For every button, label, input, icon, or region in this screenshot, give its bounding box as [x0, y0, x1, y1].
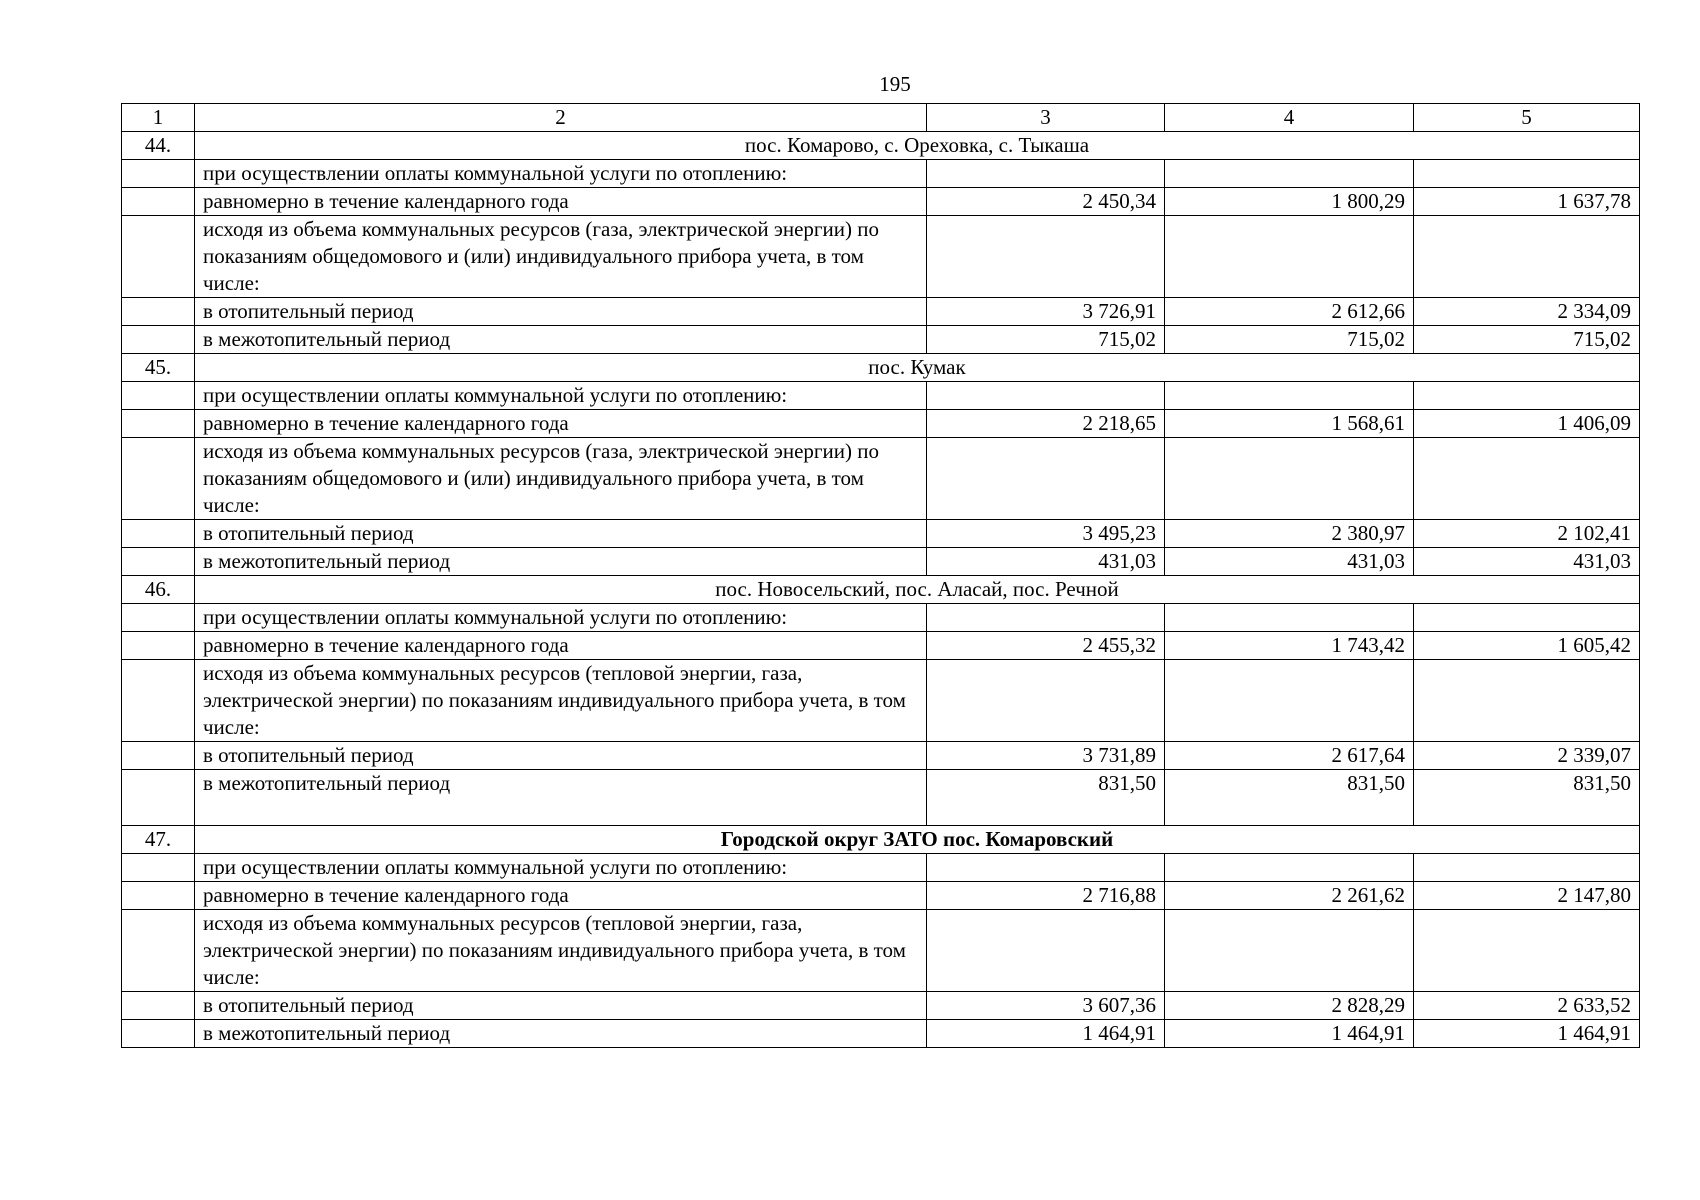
table-row — [122, 216, 1640, 298]
section-row — [122, 354, 1640, 382]
section-number: 46. — [122, 576, 195, 604]
page-number: 195 — [879, 72, 911, 96]
row-number-cell — [122, 160, 195, 188]
value-cell — [1165, 910, 1414, 992]
value-cell — [927, 382, 1165, 410]
table-row — [122, 882, 1640, 910]
section-number: 45. — [122, 354, 195, 382]
column-header: 1 — [122, 104, 195, 132]
section-title: Городской округ ЗАТО пос. Комаровский — [195, 826, 1640, 854]
row-label: в отопительный период — [195, 520, 927, 548]
row-label: при осуществлении оплаты коммунальной услуги по отоплению: — [195, 160, 927, 188]
row-number-cell — [122, 854, 195, 882]
row-label: исходя из объема коммунальных ресурсов (тепловой энергии, газа, электрической энергии) по показаниям индивидуального прибора учета, в том числе: — [195, 910, 927, 992]
table-row — [122, 520, 1640, 548]
row-label: в межотопительный период — [195, 326, 927, 354]
row-number-cell — [122, 742, 195, 770]
value-cell — [1165, 216, 1414, 298]
value-cell — [1165, 604, 1414, 632]
value-cell: 2 334,09 — [1414, 298, 1640, 326]
row-number-cell — [122, 298, 195, 326]
value-cell — [927, 910, 1165, 992]
table-row — [122, 548, 1640, 576]
row-number-cell — [122, 438, 195, 520]
row-number-cell — [122, 188, 195, 216]
value-cell: 1 743,42 — [1165, 632, 1414, 660]
row-label: исходя из объема коммунальных ресурсов (газа, электрической энергии) по показаниям общедомового и (или) индивидуального прибора учета, в том числе: — [195, 438, 927, 520]
row-number-cell — [122, 992, 195, 1020]
row-number-cell — [122, 910, 195, 992]
value-cell: 831,50 — [1414, 770, 1640, 826]
table-row — [122, 160, 1640, 188]
column-header: 4 — [1165, 104, 1414, 132]
table-row — [122, 382, 1640, 410]
value-cell: 715,02 — [1414, 326, 1640, 354]
value-cell: 1 464,91 — [1165, 1020, 1414, 1048]
value-cell: 1 637,78 — [1414, 188, 1640, 216]
value-cell: 715,02 — [1165, 326, 1414, 354]
table-row — [122, 438, 1640, 520]
value-cell: 715,02 — [927, 326, 1165, 354]
table-header-row — [122, 104, 1640, 132]
row-label: равномерно в течение календарного года — [195, 188, 927, 216]
table-row — [122, 188, 1640, 216]
section-row — [122, 132, 1640, 160]
row-number-cell — [122, 770, 195, 826]
value-cell: 2 633,52 — [1414, 992, 1640, 1020]
row-number-cell — [122, 604, 195, 632]
table-row — [122, 1020, 1640, 1048]
table-row — [122, 854, 1640, 882]
value-cell: 2 828,29 — [1165, 992, 1414, 1020]
value-cell — [1414, 854, 1640, 882]
value-cell: 2 716,88 — [927, 882, 1165, 910]
value-cell: 2 455,32 — [927, 632, 1165, 660]
row-number-cell — [122, 382, 195, 410]
value-cell: 2 380,97 — [1165, 520, 1414, 548]
table-row — [122, 604, 1640, 632]
value-cell — [927, 216, 1165, 298]
value-cell — [1414, 604, 1640, 632]
value-cell — [1414, 910, 1640, 992]
row-number-cell — [122, 660, 195, 742]
section-title: пос. Новосельский, пос. Аласай, пос. Речной — [195, 576, 1640, 604]
row-label: в межотопительный период — [195, 548, 927, 576]
row-label: в межотопительный период — [195, 770, 927, 826]
section-number: 44. — [122, 132, 195, 160]
value-cell — [927, 854, 1165, 882]
value-cell: 3 607,36 — [927, 992, 1165, 1020]
row-number-cell — [122, 520, 195, 548]
value-cell — [927, 604, 1165, 632]
value-cell: 431,03 — [1414, 548, 1640, 576]
row-label: равномерно в течение календарного года — [195, 632, 927, 660]
value-cell: 3 731,89 — [927, 742, 1165, 770]
value-cell — [1165, 660, 1414, 742]
column-header: 2 — [195, 104, 927, 132]
row-label: в отопительный период — [195, 742, 927, 770]
value-cell: 1 568,61 — [1165, 410, 1414, 438]
row-label: исходя из объема коммунальных ресурсов (тепловой энергии, газа, электрической энергии) по показаниям индивидуального прибора учета, в том числе: — [195, 660, 927, 742]
table-row — [122, 410, 1640, 438]
section-title: пос. Кумак — [195, 354, 1640, 382]
row-number-cell — [122, 326, 195, 354]
table-row — [122, 660, 1640, 742]
column-header: 5 — [1414, 104, 1640, 132]
value-cell — [1165, 160, 1414, 188]
value-cell — [927, 438, 1165, 520]
value-cell — [1414, 160, 1640, 188]
value-cell — [1414, 382, 1640, 410]
row-number-cell — [122, 216, 195, 298]
value-cell: 1 464,91 — [927, 1020, 1165, 1048]
row-number-cell — [122, 548, 195, 576]
row-label: в отопительный период — [195, 992, 927, 1020]
column-header: 3 — [927, 104, 1165, 132]
value-cell — [1414, 216, 1640, 298]
row-number-cell — [122, 1020, 195, 1048]
value-cell: 1 605,42 — [1414, 632, 1640, 660]
value-cell: 1 464,91 — [1414, 1020, 1640, 1048]
value-cell — [1165, 382, 1414, 410]
value-cell: 2 617,64 — [1165, 742, 1414, 770]
value-cell: 3 726,91 — [927, 298, 1165, 326]
section-number: 47. — [122, 826, 195, 854]
table-row — [122, 742, 1640, 770]
table-row — [122, 992, 1640, 1020]
value-cell: 1 800,29 — [1165, 188, 1414, 216]
value-cell: 1 406,09 — [1414, 410, 1640, 438]
value-cell — [1165, 438, 1414, 520]
value-cell: 3 495,23 — [927, 520, 1165, 548]
value-cell: 431,03 — [1165, 548, 1414, 576]
row-label: при осуществлении оплаты коммунальной услуги по отоплению: — [195, 604, 927, 632]
value-cell: 2 612,66 — [1165, 298, 1414, 326]
value-cell: 431,03 — [927, 548, 1165, 576]
value-cell — [927, 660, 1165, 742]
tariff-table — [121, 103, 1640, 1048]
value-cell: 2 261,62 — [1165, 882, 1414, 910]
value-cell — [927, 160, 1165, 188]
row-number-cell — [122, 410, 195, 438]
value-cell: 2 339,07 — [1414, 742, 1640, 770]
value-cell — [1165, 854, 1414, 882]
table-row — [122, 632, 1640, 660]
value-cell: 831,50 — [1165, 770, 1414, 826]
row-label: равномерно в течение календарного года — [195, 410, 927, 438]
row-label: при осуществлении оплаты коммунальной услуги по отоплению: — [195, 382, 927, 410]
table-row — [122, 326, 1640, 354]
value-cell: 2 147,80 — [1414, 882, 1640, 910]
row-label: равномерно в течение календарного года — [195, 882, 927, 910]
row-label: исходя из объема коммунальных ресурсов (газа, электрической энергии) по показаниям общедомового и (или) индивидуального прибора учета, в том числе: — [195, 216, 927, 298]
value-cell: 2 102,41 — [1414, 520, 1640, 548]
section-row — [122, 826, 1640, 854]
row-label: в отопительный период — [195, 298, 927, 326]
section-title: пос. Комарово, с. Ореховка, с. Тыкаша — [195, 132, 1640, 160]
row-number-cell — [122, 632, 195, 660]
table-row — [122, 910, 1640, 992]
value-cell: 2 450,34 — [927, 188, 1165, 216]
table-row — [122, 298, 1640, 326]
section-row — [122, 576, 1640, 604]
value-cell — [1414, 438, 1640, 520]
row-label: в межотопительный период — [195, 1020, 927, 1048]
value-cell: 831,50 — [927, 770, 1165, 826]
value-cell: 2 218,65 — [927, 410, 1165, 438]
row-number-cell — [122, 882, 195, 910]
row-label: при осуществлении оплаты коммунальной услуги по отоплению: — [195, 854, 927, 882]
value-cell — [1414, 660, 1640, 742]
table-row — [122, 770, 1640, 826]
